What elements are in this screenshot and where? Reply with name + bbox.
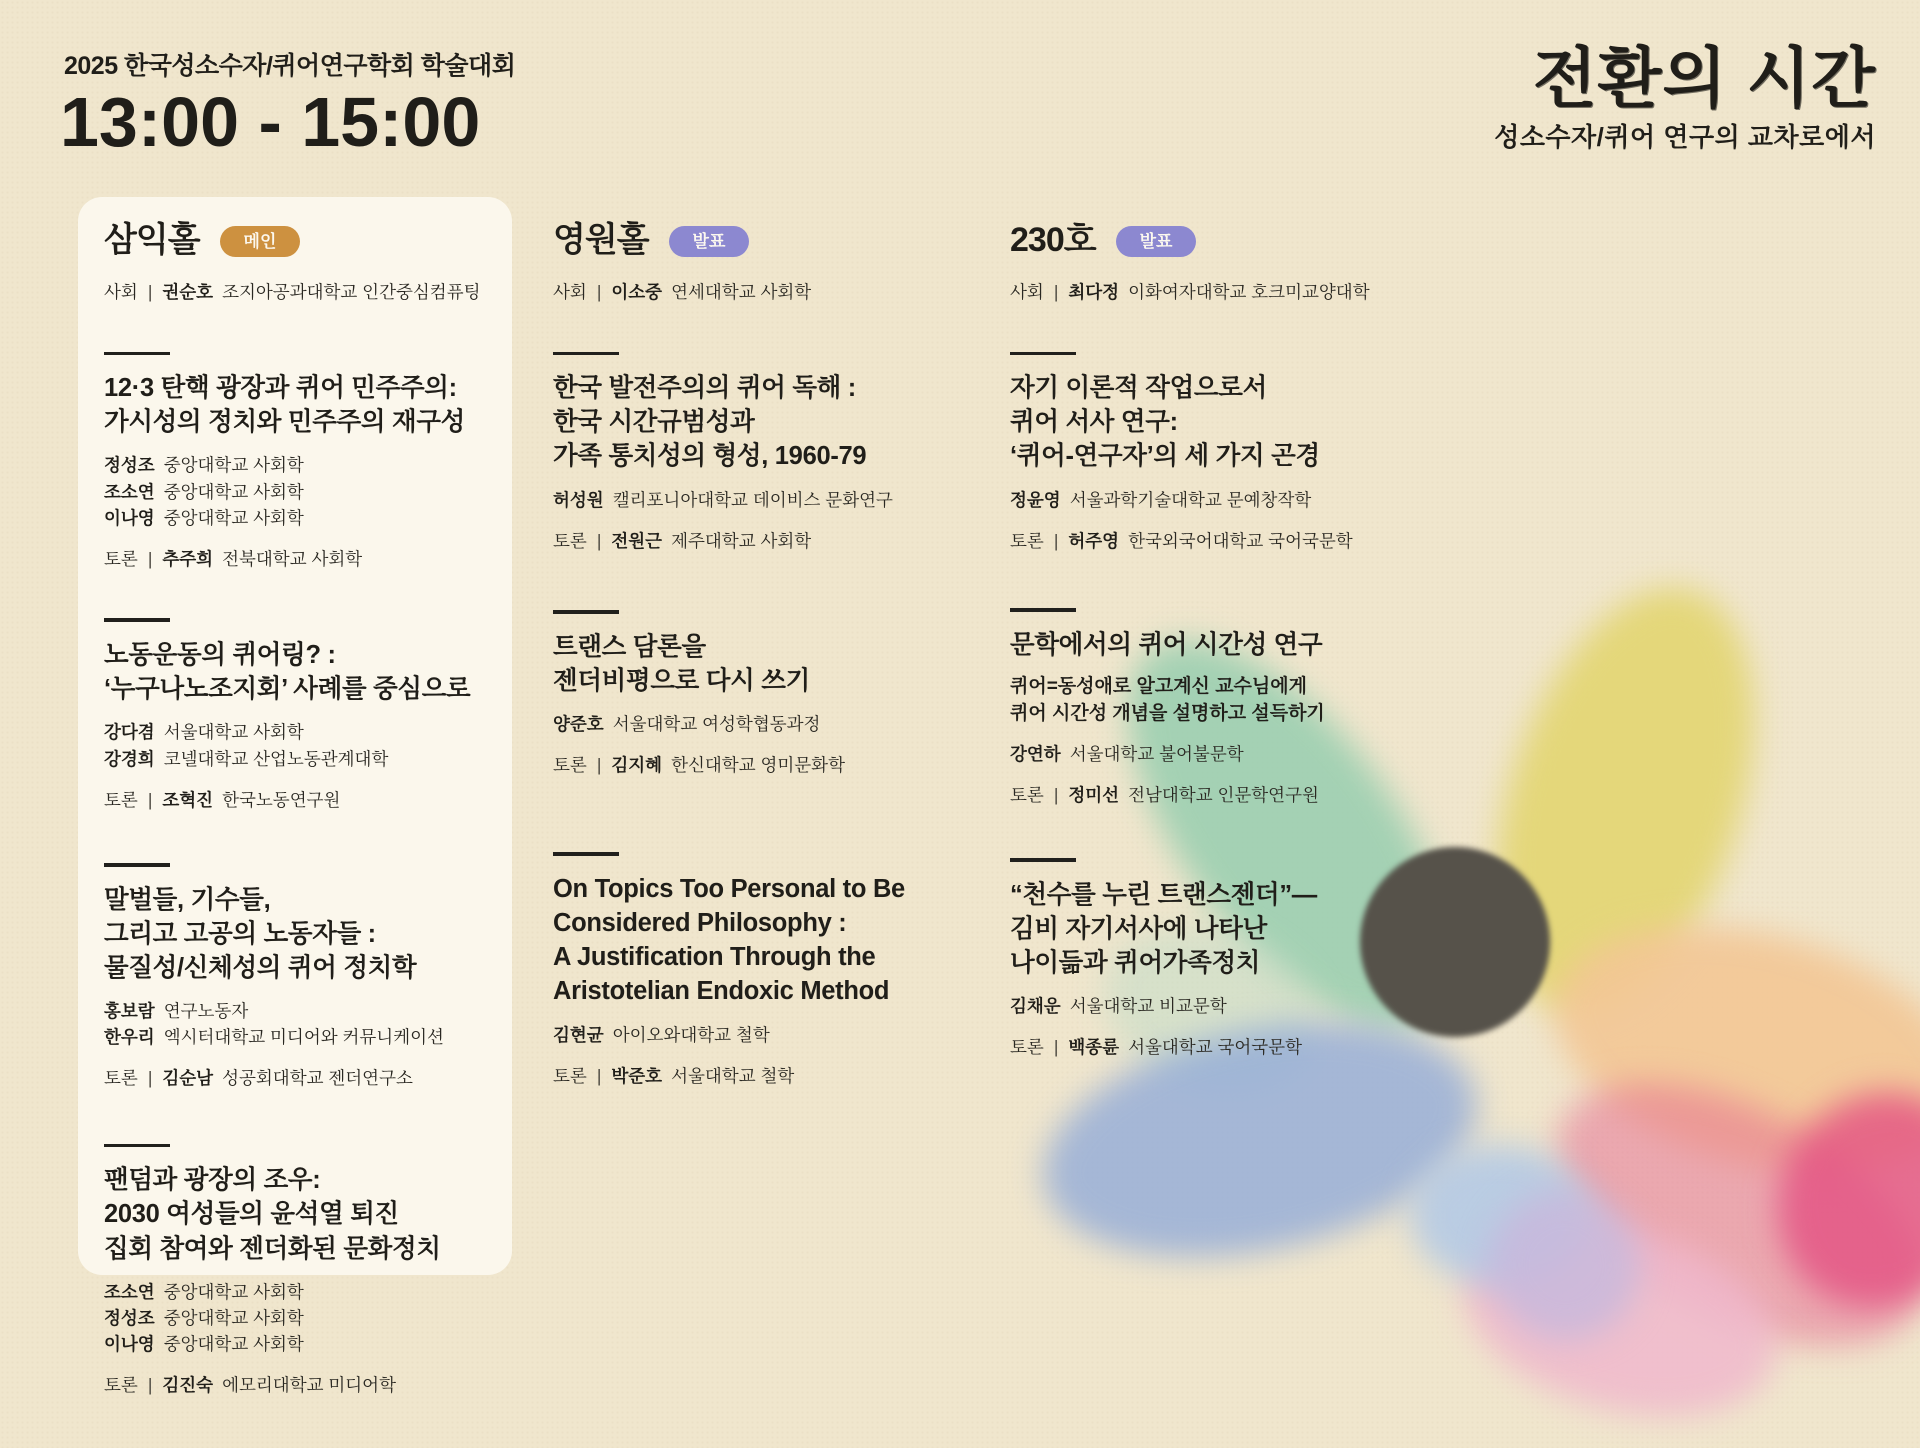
session-title-line: 집회 참여와 젠더화된 문화정치 bbox=[104, 1234, 441, 1263]
presenter-list bbox=[104, 719, 544, 772]
hall-header bbox=[553, 222, 993, 259]
person-affiliation: 중앙대학교 사회학 bbox=[163, 1281, 304, 1302]
person-affiliation: 전북대학교 사회학 bbox=[222, 549, 363, 570]
person-affiliation: 이화여자대학교 호크미교양대학 bbox=[1128, 282, 1370, 303]
separator: | bbox=[147, 549, 153, 570]
hall-badge-talk: 발표 bbox=[669, 226, 750, 257]
presenter bbox=[104, 1305, 544, 1331]
role-label: 토론 bbox=[553, 1065, 587, 1086]
session bbox=[104, 352, 544, 573]
presenter-list bbox=[104, 1279, 544, 1358]
hall-header bbox=[104, 222, 544, 259]
role-label: 토론 bbox=[1010, 1037, 1044, 1058]
session-title-line: 12·3 탄핵 광장과 퀴어 민주주의: bbox=[104, 374, 457, 403]
presenter bbox=[104, 719, 544, 745]
session-title-line: 나이듦과 퀴어가족정치 bbox=[1010, 949, 1261, 978]
person-affiliation: 엑시터대학교 미디어와 커뮤니케이션 bbox=[163, 1027, 444, 1048]
person-affiliation: 중앙대학교 사회학 bbox=[163, 507, 304, 528]
role-label: 토론 bbox=[553, 755, 587, 776]
person-affiliation: 코넬대학교 산업노동관계대학 bbox=[163, 748, 389, 769]
person-affiliation: 연세대학교 사회학 bbox=[671, 282, 812, 303]
session-divider bbox=[104, 352, 170, 356]
session-title-line: 한국 발전주의의 퀴어 독해 : bbox=[553, 374, 856, 403]
session bbox=[104, 1144, 544, 1399]
hall-header bbox=[1010, 222, 1450, 259]
person-name: 강연하 bbox=[1010, 743, 1061, 764]
person-name: 김지혜 bbox=[611, 755, 663, 776]
hall-name: 삼익홀 bbox=[104, 221, 200, 259]
session-title-line: A Justification Through the bbox=[553, 943, 876, 972]
role-label: 사회 bbox=[1010, 282, 1044, 303]
person-name: 이나영 bbox=[104, 507, 155, 528]
moderator-line bbox=[553, 279, 993, 305]
person-name: 강다겸 bbox=[104, 722, 155, 743]
separator: | bbox=[147, 1375, 153, 1396]
session-title bbox=[1010, 628, 1450, 662]
session-title-line: 문학에서의 퀴어 시간성 연구 bbox=[1010, 630, 1323, 659]
presenter-list bbox=[104, 998, 544, 1051]
discussant-line bbox=[104, 546, 544, 572]
session-title-line: 가족 통치성의 형성, 1960-79 bbox=[553, 442, 867, 471]
hall-badge-talk: 발표 bbox=[1116, 226, 1197, 257]
session-title-line: 한국 시간규범성과 bbox=[553, 408, 755, 437]
session-title bbox=[104, 371, 544, 439]
session-title-line: On Topics Too Personal to Be bbox=[553, 874, 905, 903]
session-title bbox=[104, 638, 544, 706]
column-samik-hall bbox=[104, 222, 544, 1399]
presenter bbox=[553, 487, 993, 513]
session bbox=[1010, 608, 1450, 808]
session-title-line: Aristotelian Endoxic Method bbox=[553, 977, 890, 1006]
presenter bbox=[1010, 741, 1450, 767]
moderator-line bbox=[104, 279, 544, 305]
session-divider bbox=[104, 618, 170, 622]
person-affiliation: 한국외국어대학교 국어국문학 bbox=[1128, 530, 1353, 551]
person-name: 허성원 bbox=[553, 489, 604, 510]
person-name: 김진숙 bbox=[162, 1375, 214, 1396]
session-title-line: ‘누구나노조지회’ 사례를 중심으로 bbox=[104, 675, 471, 704]
person-name: 조혁진 bbox=[162, 789, 214, 810]
session bbox=[104, 863, 544, 1092]
discussant-line bbox=[104, 1372, 544, 1398]
session-title-line: Considered Philosophy : bbox=[553, 909, 847, 938]
person-name: 허주영 bbox=[1068, 530, 1120, 551]
session-divider bbox=[1010, 352, 1076, 356]
discussant-line bbox=[104, 1065, 544, 1091]
person-name: 김순남 bbox=[162, 1068, 214, 1089]
session bbox=[1010, 858, 1450, 1060]
person-name: 김채운 bbox=[1010, 996, 1061, 1017]
session-title-line: 김비 자기서사에 나타난 bbox=[1010, 914, 1267, 943]
session-subtitle-line: 퀴어 시간성 개념을 설명하고 설득하기 bbox=[1010, 702, 1325, 724]
person-name: 전원근 bbox=[611, 530, 663, 551]
person-affiliation: 서울대학교 여성학협동과정 bbox=[612, 713, 821, 734]
session bbox=[104, 618, 544, 813]
session-subtitle bbox=[1010, 674, 1450, 728]
session-divider bbox=[1010, 858, 1076, 862]
session-title bbox=[104, 1163, 544, 1265]
discussant-line bbox=[1010, 782, 1450, 808]
presenter-list bbox=[553, 487, 993, 513]
person-name: 추주희 bbox=[162, 549, 214, 570]
person-affiliation: 중앙대학교 사회학 bbox=[163, 455, 304, 476]
logo-subtitle: 성소수자/퀴어 연구의 교차로에서 bbox=[1494, 122, 1876, 153]
time-range: 13:00 - 15:00 bbox=[60, 83, 481, 161]
person-name: 백종륜 bbox=[1068, 1037, 1120, 1058]
person-affiliation: 중앙대학교 사회학 bbox=[163, 1334, 304, 1355]
person-affiliation: 한신대학교 영미문화학 bbox=[671, 755, 845, 776]
person-name: 정성조 bbox=[104, 1307, 155, 1328]
session-title-line: 말벌들, 기수들, bbox=[104, 885, 271, 914]
presenter bbox=[104, 1024, 544, 1050]
hall-badge-main: 메인 bbox=[220, 226, 301, 257]
session-title bbox=[1010, 371, 1450, 473]
session-title-line: 가시성의 정치와 민주주의 재구성 bbox=[104, 408, 466, 437]
session bbox=[1010, 352, 1450, 554]
presenter bbox=[104, 746, 544, 772]
session-title-line: 물질성/신체성의 퀴어 정치학 bbox=[104, 953, 417, 982]
logo-title: 전환의 시간 bbox=[1532, 41, 1876, 115]
person-affiliation: 캘리포니아대학교 데이비스 문화연구 bbox=[612, 489, 893, 510]
person-name: 권순호 bbox=[162, 282, 214, 303]
person-name: 홍보람 bbox=[104, 1000, 155, 1021]
session-divider bbox=[1010, 608, 1076, 612]
separator: | bbox=[596, 282, 602, 303]
presenter bbox=[104, 479, 544, 505]
hall-name: 230호 bbox=[1010, 221, 1096, 259]
role-label: 토론 bbox=[104, 1375, 138, 1396]
column-yeongwon-hall bbox=[553, 222, 993, 1089]
separator: | bbox=[596, 755, 602, 776]
session-title-line: 자기 이론적 작업으로서 bbox=[1010, 374, 1267, 403]
session-title bbox=[104, 883, 544, 985]
presenter-list bbox=[1010, 741, 1450, 767]
person-name: 이소중 bbox=[611, 282, 663, 303]
presenter bbox=[104, 505, 544, 531]
separator: | bbox=[1053, 784, 1059, 805]
session-divider bbox=[553, 610, 619, 614]
presenter bbox=[104, 1331, 544, 1357]
hall-name: 영원홀 bbox=[553, 221, 649, 259]
session-title-line: “천수를 누린 트랜스젠더”— bbox=[1010, 880, 1318, 909]
person-affiliation: 연구노동자 bbox=[163, 1000, 249, 1021]
separator: | bbox=[1053, 530, 1059, 551]
session-divider bbox=[104, 863, 170, 867]
person-affiliation: 한국노동연구원 bbox=[222, 789, 341, 810]
separator: | bbox=[147, 282, 153, 303]
role-label: 토론 bbox=[1010, 784, 1044, 805]
column-room-230 bbox=[1010, 222, 1450, 1061]
separator: | bbox=[596, 1065, 602, 1086]
separator: | bbox=[147, 1068, 153, 1089]
presenter bbox=[1010, 993, 1450, 1019]
pinwheel-ray-lavender bbox=[1490, 1190, 1640, 1340]
person-affiliation: 조지아공과대학교 인간중심컴퓨팅 bbox=[222, 282, 481, 303]
presenter bbox=[104, 1279, 544, 1305]
person-affiliation: 전남대학교 인문학연구원 bbox=[1128, 784, 1319, 805]
person-affiliation: 서울대학교 불어불문학 bbox=[1069, 743, 1244, 764]
person-name: 조소연 bbox=[104, 1281, 155, 1302]
person-affiliation: 서울대학교 사회학 bbox=[163, 722, 304, 743]
person-affiliation: 제주대학교 사회학 bbox=[671, 530, 812, 551]
person-name: 정미선 bbox=[1068, 784, 1120, 805]
presenter bbox=[104, 452, 544, 478]
person-affiliation: 서울대학교 철학 bbox=[671, 1065, 795, 1086]
session-title-line: 2030 여성들의 윤석열 퇴진 bbox=[104, 1200, 399, 1229]
role-label: 토론 bbox=[104, 549, 138, 570]
person-name: 강경희 bbox=[104, 748, 155, 769]
presenter bbox=[553, 1022, 993, 1048]
separator: | bbox=[1053, 282, 1059, 303]
person-affiliation: 서울과학기술대학교 문예창작학 bbox=[1069, 489, 1312, 510]
session-title-line: ‘퀴어-연구자’의 세 가지 곤경 bbox=[1010, 442, 1320, 471]
person-affiliation: 서울대학교 국어국문학 bbox=[1128, 1037, 1302, 1058]
separator: | bbox=[147, 789, 153, 810]
discussant-line bbox=[104, 787, 544, 813]
person-name: 최다정 bbox=[1068, 282, 1120, 303]
discussant-line bbox=[553, 1063, 993, 1089]
person-affiliation: 중앙대학교 사회학 bbox=[163, 1307, 304, 1328]
session bbox=[553, 352, 993, 554]
person-name: 조소연 bbox=[104, 481, 155, 502]
discussant-line bbox=[1010, 528, 1450, 554]
session-subtitle-line: 퀴어=동성애로 알고계신 교수님에게 bbox=[1010, 675, 1307, 697]
session-title bbox=[553, 371, 993, 473]
person-affiliation: 중앙대학교 사회학 bbox=[163, 481, 304, 502]
role-label: 사회 bbox=[104, 282, 138, 303]
session-title-line: 노동운동의 퀴어링? : bbox=[104, 640, 336, 669]
session-divider bbox=[553, 352, 619, 356]
session-title bbox=[553, 630, 993, 698]
discussant-line bbox=[1010, 1034, 1450, 1060]
session-title-line: 퀴어 서사 연구: bbox=[1010, 408, 1178, 437]
role-label: 토론 bbox=[104, 789, 138, 810]
conference-logo bbox=[1494, 41, 1876, 154]
session-title-line: 젠더비평으로 다시 쓰기 bbox=[553, 666, 810, 695]
person-affiliation: 성공회대학교 젠더연구소 bbox=[222, 1068, 413, 1089]
person-affiliation: 서울대학교 비교문학 bbox=[1069, 996, 1227, 1017]
person-name: 이나영 bbox=[104, 1334, 155, 1355]
moderator-line bbox=[1010, 279, 1450, 305]
session-title-line: 팬덤과 광장의 조우: bbox=[104, 1166, 321, 1195]
session bbox=[553, 852, 993, 1089]
role-label: 토론 bbox=[553, 530, 587, 551]
person-affiliation: 에모리대학교 미디어학 bbox=[222, 1375, 396, 1396]
person-affiliation: 아이오와대학교 철학 bbox=[612, 1024, 770, 1045]
person-name: 정윤영 bbox=[1010, 489, 1061, 510]
presenter-list bbox=[1010, 487, 1450, 513]
presenter-list bbox=[1010, 993, 1450, 1019]
person-name: 김현균 bbox=[553, 1024, 604, 1045]
person-name: 박준호 bbox=[611, 1065, 663, 1086]
session-title-line: 그리고 고공의 노동자들 : bbox=[104, 919, 376, 948]
session-title bbox=[553, 872, 993, 1009]
presenter-list bbox=[553, 711, 993, 737]
presenter bbox=[553, 711, 993, 737]
role-label: 토론 bbox=[104, 1068, 138, 1089]
session-title bbox=[1010, 878, 1450, 980]
separator: | bbox=[596, 530, 602, 551]
session bbox=[553, 610, 993, 778]
role-label: 토론 bbox=[1010, 530, 1044, 551]
separator: | bbox=[1053, 1037, 1059, 1058]
session-title-line: 트랜스 담론을 bbox=[553, 632, 706, 661]
person-name: 양준호 bbox=[553, 713, 604, 734]
session-divider bbox=[553, 852, 619, 856]
presenter-list bbox=[104, 452, 544, 531]
discussant-line bbox=[553, 528, 993, 554]
discussant-line bbox=[553, 752, 993, 778]
person-name: 정성조 bbox=[104, 455, 155, 476]
role-label: 사회 bbox=[553, 282, 587, 303]
event-title: 2025 한국성소수자/퀴어연구학회 학술대회 bbox=[64, 52, 516, 80]
presenter bbox=[104, 998, 544, 1024]
session-divider bbox=[104, 1144, 170, 1148]
presenter bbox=[1010, 487, 1450, 513]
person-name: 한우리 bbox=[104, 1027, 155, 1048]
presenter-list bbox=[553, 1022, 993, 1048]
